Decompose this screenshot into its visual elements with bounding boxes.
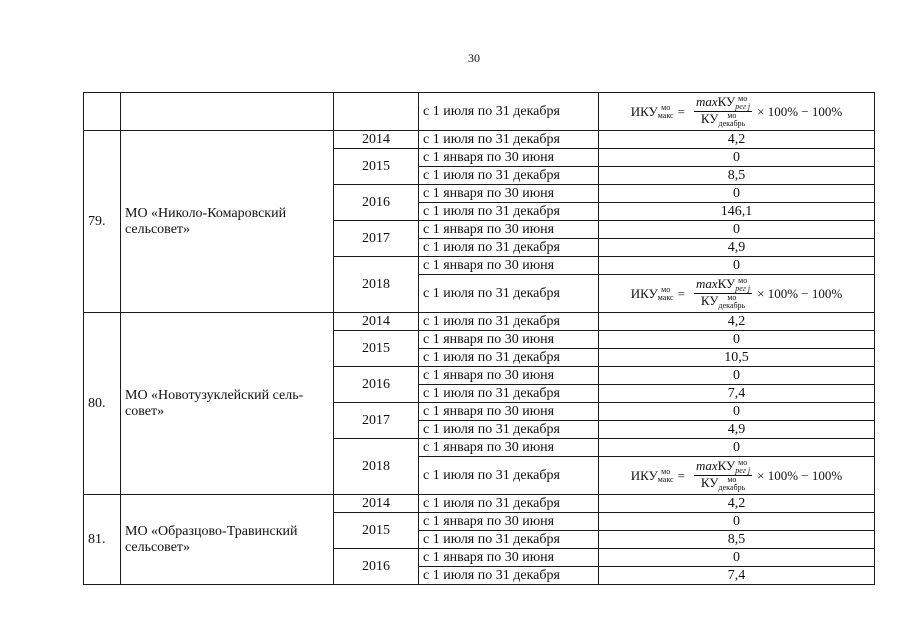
value-cell: 7,4	[599, 567, 875, 585]
value-cell	[599, 457, 875, 495]
entity-name-cell	[121, 93, 334, 131]
table-row	[84, 93, 875, 131]
table-row	[84, 313, 875, 331]
year-cell: 2016	[334, 549, 419, 585]
period-cell: с 1 июля по 31 декабря	[419, 203, 599, 221]
period-cell: с 1 июля по 31 декабря	[419, 349, 599, 367]
row-number-cell: 80.	[84, 313, 121, 495]
tariff-index-table	[83, 92, 875, 585]
period-cell: с 1 января по 30 июня	[419, 221, 599, 239]
period-cell: с 1 июля по 31 декабря	[419, 495, 599, 513]
period-cell: с 1 января по 30 июня	[419, 367, 599, 385]
period-cell: с 1 января по 30 июня	[419, 331, 599, 349]
value-cell: 10,5	[599, 349, 875, 367]
period-cell: с 1 января по 30 июня	[419, 403, 599, 421]
period-cell: с 1 января по 30 июня	[419, 439, 599, 457]
year-cell: 2015	[334, 149, 419, 185]
year-cell: 2018	[334, 439, 419, 495]
value-cell	[599, 93, 875, 131]
year-cell: 2016	[334, 185, 419, 221]
year-cell	[334, 93, 419, 131]
value-cell: 0	[599, 513, 875, 531]
table-row	[84, 131, 875, 149]
value-cell: 0	[599, 149, 875, 167]
period-cell: с 1 июля по 31 декабря	[419, 239, 599, 257]
period-cell: с 1 июля по 31 декабря	[419, 385, 599, 403]
max-index-formula: ИКУ мо макс = maxКУ мо рег j КУ мо декабрь × 100% − 100%	[630, 457, 843, 493]
value-cell: 0	[599, 221, 875, 239]
period-cell: с 1 июля по 31 декабря	[419, 93, 599, 131]
year-cell: 2015	[334, 331, 419, 367]
year-cell: 2016	[334, 367, 419, 403]
period-cell: с 1 июля по 31 декабря	[419, 531, 599, 549]
value-cell: 4,9	[599, 239, 875, 257]
period-cell: с 1 января по 30 июня	[419, 549, 599, 567]
row-number-cell: 81.	[84, 495, 121, 585]
value-cell: 8,5	[599, 531, 875, 549]
year-cell: 2017	[334, 403, 419, 439]
value-cell: 4,2	[599, 131, 875, 149]
year-cell: 2017	[334, 221, 419, 257]
year-cell: 2015	[334, 513, 419, 549]
row-number-cell: 79.	[84, 131, 121, 313]
value-cell: 7,4	[599, 385, 875, 403]
period-cell: с 1 июля по 31 декабря	[419, 275, 599, 313]
value-cell: 4,9	[599, 421, 875, 439]
value-cell	[599, 275, 875, 313]
value-cell: 0	[599, 403, 875, 421]
period-cell: с 1 июля по 31 декабря	[419, 131, 599, 149]
entity-name-cell: МО «Николо-Комаровский сельсовет»	[121, 131, 334, 313]
period-cell: с 1 июля по 31 декабря	[419, 457, 599, 495]
value-cell: 146,1	[599, 203, 875, 221]
period-cell: с 1 января по 30 июня	[419, 513, 599, 531]
value-cell: 0	[599, 257, 875, 275]
period-cell: с 1 июля по 31 декабря	[419, 167, 599, 185]
value-cell: 8,5	[599, 167, 875, 185]
value-cell: 0	[599, 331, 875, 349]
period-cell: с 1 июля по 31 декабря	[419, 313, 599, 331]
table-row	[84, 495, 875, 513]
value-cell: 0	[599, 439, 875, 457]
year-cell: 2014	[334, 495, 419, 513]
period-cell: с 1 июля по 31 декабря	[419, 567, 599, 585]
year-cell: 2018	[334, 257, 419, 313]
value-cell: 4,2	[599, 313, 875, 331]
row-number-cell	[84, 93, 121, 131]
value-cell: 0	[599, 367, 875, 385]
period-cell: с 1 июля по 31 декабря	[419, 421, 599, 439]
year-cell: 2014	[334, 313, 419, 331]
year-cell: 2014	[334, 131, 419, 149]
value-cell: 0	[599, 185, 875, 203]
max-index-formula: ИКУ мо макс = maxКУ мо рег j КУ мо декабрь × 100% − 100%	[630, 93, 843, 129]
period-cell: с 1 января по 30 июня	[419, 185, 599, 203]
entity-name-cell: МО «Новотузуклейский сель-совет»	[121, 313, 334, 495]
page-number: 30	[468, 51, 480, 65]
value-cell: 4,2	[599, 495, 875, 513]
period-cell: с 1 января по 30 июня	[419, 257, 599, 275]
max-index-formula: ИКУ мо макс = maxКУ мо рег j КУ мо декабрь × 100% − 100%	[630, 275, 843, 311]
value-cell: 0	[599, 549, 875, 567]
entity-name-cell: МО «Образцово-Травинский сельсовет»	[121, 495, 334, 585]
period-cell: с 1 января по 30 июня	[419, 149, 599, 167]
